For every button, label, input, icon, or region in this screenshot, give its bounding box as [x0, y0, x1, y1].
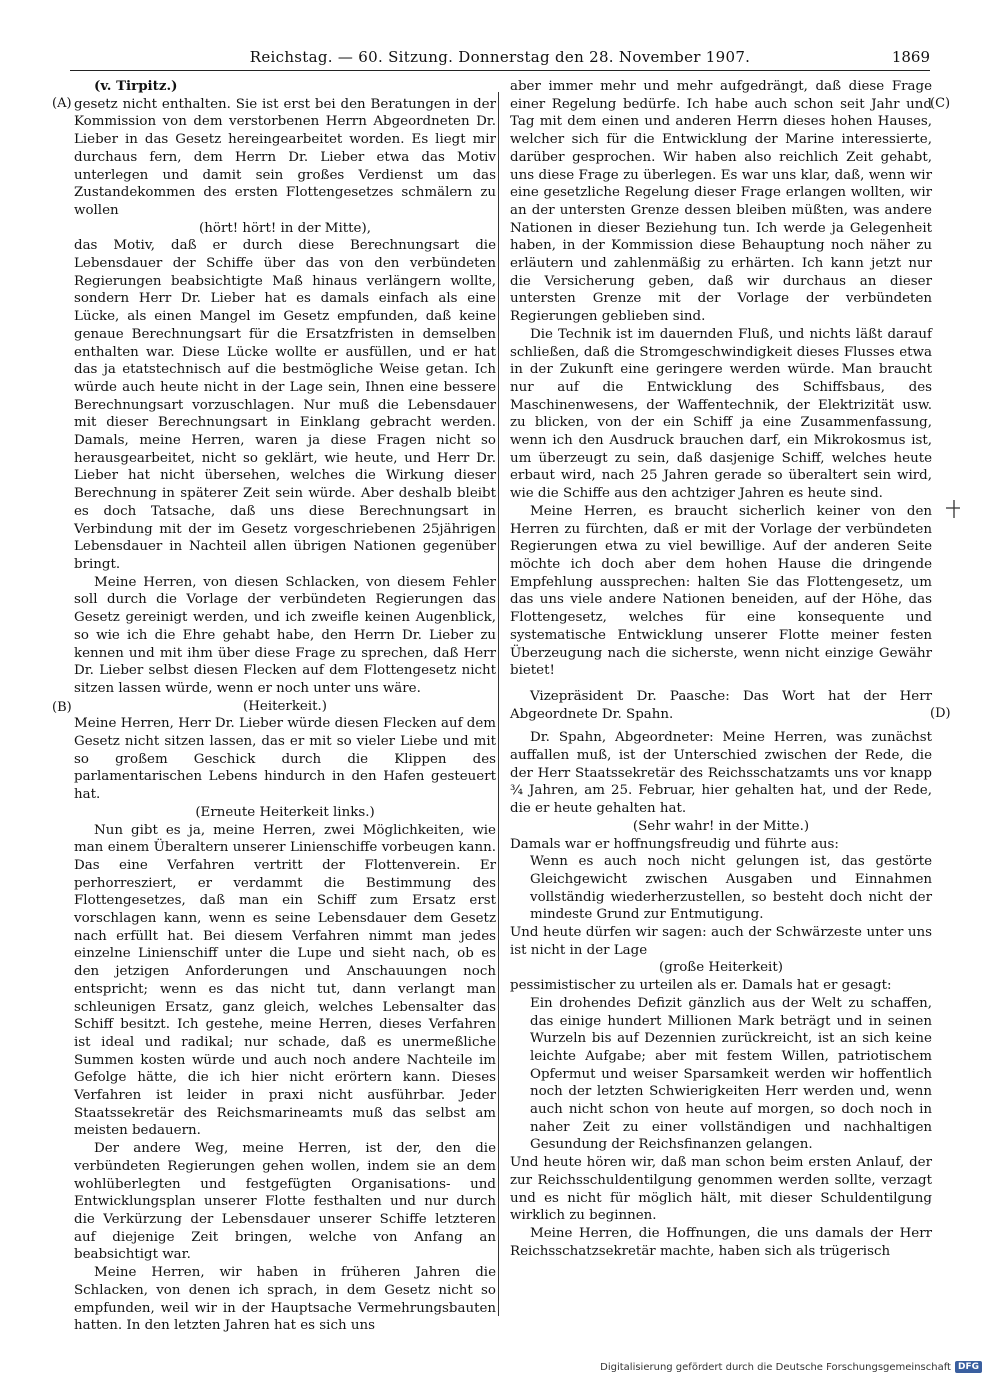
interjection: (Erneute Heiterkeit links.) — [195, 804, 375, 820]
paragraph: Meine Herren, von diesen Schlacken, von diesem Fehler soll durch die Vorlage der verbündeten Regierungen das Gesetz gereinigt werden, und ich zweifle keinen Augenblick, so wie ich die Ehre gehabt habe, den Herrn Dr. Lieber zu kennen und mit ihm über diese Frage zu sprechen, daß Herr Dr. Lieber selbst diesen Flecken auf dem Flottengesetz nicht sitzen lassen würde, wenn er noch unter uns wäre. — [74, 574, 496, 696]
handwritten-mark — [942, 496, 966, 526]
quotation: Ein drohendes Defizit gänzlich aus der Welt zu schaffen, das einige hundert Millionen Mark beträgt und in seinen Wurzeln bis auf Dezennien zurückreicht, ist an sich keine leichte Aufgabe; aber mit festem Willen, patriotischem Opfermut und weiser Sparsamkeit werden wir hoffentlich noch der letzten Schwierigkeiten Herr werden und, wenn auch nicht schon von heute auf morgen, so doch noch in naher Zeit zu einer vollständigen und nachhaltigen Gesundung der Reichsfinanzen gelangen. — [530, 995, 932, 1153]
paragraph: aber immer mehr und mehr aufgedrängt, daß diese Frage einer Regelung bedürfe. Ich habe auch schon seit Jahr und Tag mit dem einen und anderen Herrn dieses hohen Hauses, welcher sich für die Entwicklung der Marine interessierte, darüber gesprochen. Wir haben also reichlich Zeit gehabt, uns diese Frage zu überlegen. Es war uns klar, daß, wenn wir eine gesetzliche Regelung dieser Frage erlangen wollten, wir an der untersten Grenze dessen bleiben müßten, was andere Nationen in dieser Beziehung tun. Ich werde ja Gelegenheit haben, in der Kommission diese Behauptung noch näher zu erläutern und zahlenmäßig zu erhärten. Ich kann jetzt nur die Versicherung geben, daß wir durchaus an dieser untersten Grenze mit der Vorlage der verbündeten Regierungen geblieben sind. — [510, 79, 932, 325]
right-column — [510, 78, 932, 1260]
header-title: Reichstag. — 60. Sitzung. Donnerstag den 28. November 1907. — [249, 48, 751, 66]
footer — [600, 1361, 982, 1373]
paragraph: Und heute hören wir, daß man schon beim ersten Anlauf, der zur Reichsschuldentilgung genommen werden sollte, verzagt und es nicht für möglich hält, mit dieser Schuldentilgung wirklich zu beginnen. — [510, 1155, 932, 1224]
footer-text: Digitalisierung gefördert durch die Deutsche Forschungsgemeinschaft — [600, 1361, 951, 1373]
paragraph: Meine Herren, wir haben in früheren Jahren die Schlacken, von denen ich sprach, in dem Gesetz nicht so empfunden, weil wir in der Hauptsache Vermehrungsbauten hatten. In den letzten Jahren hat es sich uns — [74, 1265, 496, 1334]
paragraph: Und heute dürfen wir sagen: auch der Schwärzeste unter uns ist nicht in der Lage — [510, 925, 932, 958]
quotation: Wenn es auch noch nicht gelungen ist, das gestörte Gleichgewicht zwischen Ausgaben und Einnahmen vollständig wiederherzustellen, so besteht doch nicht der mindeste Grund zur Entmutigung. — [530, 854, 932, 923]
paragraph: Meine Herren, die Hoffnungen, die uns damals der Herr Reichsschatzsekretär machte, haben sich als trügerisch — [510, 1226, 932, 1259]
paragraph: das Motiv, daß er durch diese Berechnungsart die Lebensdauer der Schiffe über das von den verbündeten Regierungen beabsichtigte Maß hinaus verlängern wollte, sondern Herr Dr. Lieber hat es damals einfach als eine Lücke, als einen Mangel im Gesetz empfunden, daß keine genaue Berechnungsart für die Ersatzfristen in demselben enthalten war. Diese Lücke wollte er ausfüllen, und er hat das ja etatstechnisch auf die bestmögliche Weise getan. Ich würde auch heute nicht in der Lage sein, Ihnen eine bessere Berechnungsart vorzuschlagen. Nur muß die Lebensdauer mit dieser Berechnungsart in Einklang gebracht werden. Damals, meine Herren, waren ja diese Fragen nicht so herausgearbeitet, nicht so geklärt, wie heute, und Herr Dr. Lieber hat nicht übersehen, welches die Wirkung dieser Berechnung in späterer Zeit sein würde. Aber deshalb bleibt es doch Tatsache, daß uns diese Berechnungsart in Verbindung mit der im Gesetz vorgeschriebenen 25jährigen Lebensdauer in Nachteil allen übrigen Nationen gegenüber bringt. — [74, 238, 496, 572]
dfg-logo: DFG — [955, 1361, 982, 1373]
interjection: (Heiterkeit.) — [243, 698, 327, 714]
margin-marker-b: (B) — [52, 700, 72, 715]
interjection: (hört! hört! in der Mitte), — [199, 220, 371, 236]
paragraph: Meine Herren, Herr Dr. Lieber würde diesen Flecken auf dem Gesetz nicht sitzen lassen, das er mit so vieler Liebe und mit so großem Geschick durch die Klippen des parlamentarischen Lebens hindurch in den Hafen gesteuert hat. — [74, 716, 496, 803]
left-column — [74, 78, 496, 1335]
margin-marker-a: (A) — [52, 96, 72, 111]
paragraph: Die Technik ist im dauernden Fluß, und nichts läßt darauf schließen, daß die Stromgeschwindigkeit dieses Flusses etwa in der Zukunft eine geringere werden würde. Man braucht nur auf die Entwicklung des Schiffsbaus, des Maschinenwesens, der Waffentechnik, der Elektrizität usw. zu blicken, von der ein Schiff ja eine Zusammenfassung, wenn ich den Ausdruck brauchen darf, ein Mikrokosmus ist, um überzeugt zu sein, daß dasjenige Schiff, welches heute erbaut wird, nach 25 Jahren gerade so überaltert sein wird, wie die Schiffe aus den achtziger Jahren es heute sind. — [510, 326, 932, 502]
paragraph: gesetz nicht enthalten. Sie ist erst bei den Beratungen in der Kommission von dem verstorbenen Herrn Abgeordneten Dr. Lieber in das Gesetz hereingearbeitet worden. Es liegt mir durchaus fern, dem Herrn Dr. Lieber etwa das Motiv unterlegen und damit sein großes Verdienst um das Zustandekommen des ersten Flottengesetzes schmälern zu wollen — [74, 96, 496, 218]
paragraph: Vizepräsident Dr. Paasche: Das Wort hat der Herr Abgeordnete Dr. Spahn. — [510, 688, 932, 722]
margin-marker-c: (C) — [930, 96, 951, 111]
paragraph: Dr. Spahn, Abgeordneter: Meine Herren, was zunächst auffallen muß, ist der Unterschied zwischen der Rede, die der Herr Staatssekretär des Reichsschatzamts uns vor knapp ¾ Jahren, am 25. Februar, hier gehalten hat, und der Rede, die er heute gehalten hat. — [510, 730, 932, 817]
page-number: 1869 — [891, 48, 930, 66]
page-header — [70, 46, 930, 71]
interjection: (Sehr wahr! in der Mitte.) — [632, 818, 810, 834]
paragraph: Der andere Weg, meine Herren, ist der, den die verbündeten Regierungen gehen wollen, indem sie an dem wohlüberlegten und festgefügten Organisations- und Entwicklungsplan unserer Flotte festhalten und nur durch die Verkürzung der Lebensdauer unserer Schiffe letzteren auf diejenige Zeit bringen, welche von Anfang an beabsichtigt war. — [74, 1141, 496, 1263]
column-divider — [498, 92, 499, 1316]
speaker-label: (v. Tirpitz.) — [94, 78, 178, 94]
paragraph: Nun gibt es ja, meine Herren, zwei Möglichkeiten, wie man einem Überaltern unserer Linienschiffe vorbeugen kann. Das eine Verfahren vertritt der Flottenverein. Er perhorresziert, er verdammt die Bestimmung des Flottengesetzes, daß man ein Schiff zum Ersatz erst vorschlagen kann, wenn es seine Lebensdauer dem Gesetz nach erfüllt hat. Bei diesem Verfahren nimmt man jedes einzelne Linienschiff unter die Lupe und sieht nach, ob es den jetzigen Anforderungen und Anschauungen noch entspricht; wenn es das nicht tut, dann verlangt man schleunigen Ersatz, ganz gleich, welches Lebensalter das Schiff besitzt. Ich gestehe, meine Herren, dieses Verfahren ist ideal und radikal; nur schade, daß es unermeßliche Summen kosten würde und auch noch andere Nachteile im Gefolge hätte, die ich hier nicht erörtern kann. Dieses Verfahren ist leider in praxi nicht ausführbar. Jeder Staatssekretär des Reichsmarineamts muß das selbst am meisten bedauern. — [74, 822, 496, 1139]
paragraph: pessimistischer zu urteilen als er. Damals hat er gesagt: — [510, 978, 892, 994]
paragraph: Meine Herren, es braucht sicherlich keiner von den Herren zu fürchten, daß er mit der Vorlage der verbündeten Regierungen etwa zu viel bewillige. Auf der anderen Seite möchte ich doch aber dem hohen Hause die dringende Empfehlung aussprechen: halten Sie das Flottengesetz, um das uns viele andere Nationen beneiden, auf der Höhe, das Flottengesetz, welches für eine konsequente und systematische Entwicklung unserer Flotte meiner festen Überzeugung nach die sicherste, wenn nicht einzige Gewähr bietet! — [510, 503, 932, 679]
margin-marker-d: (D) — [930, 706, 951, 721]
interjection: (große Heiterkeit) — [659, 960, 783, 976]
paragraph: Damals war er hoffnungsfreudig und führte aus: — [510, 836, 839, 852]
